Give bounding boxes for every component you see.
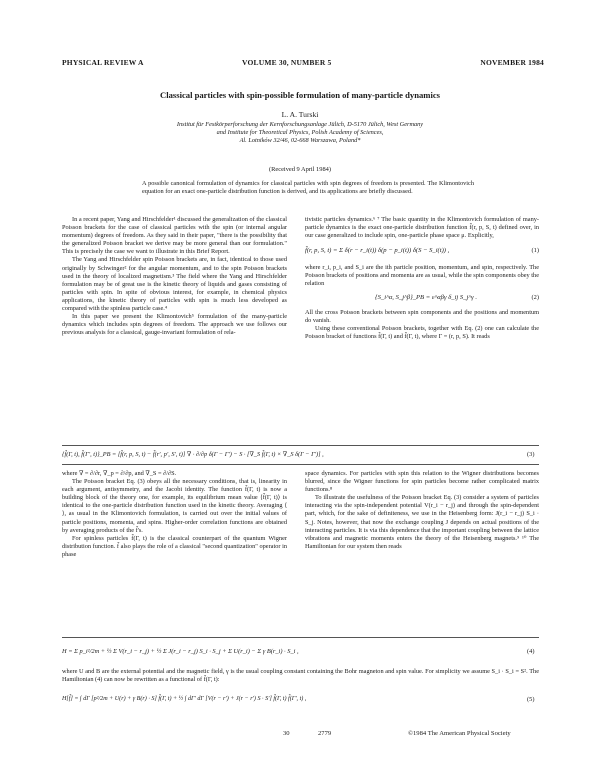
volume-number: VOLUME 30, NUMBER 5: [242, 58, 332, 67]
right-column-top: [305, 216, 539, 341]
abstract: A possible canonical formulation of dynamics for classical particles with spin degrees of freedom is presented. The Klimontovich equation for an exact one-particle distribution function is derived, and its applications are briefly discussed.: [142, 180, 474, 196]
paper-title: Classical particles with spin-possible formulation of many-particle dynamics: [159, 90, 440, 100]
right-column-bottom: [305, 470, 539, 551]
footer-volume: 30: [283, 730, 290, 737]
paragraph: The Yang and Hirschfelder spin Poisson brackets are, in fact, identical to those used originally by Schwinger² for the angular momentum, and to the spin Poisson brackets used in the theory of localized magnetism.³ The field where the Yang and Hirschfelder formulation may be of great use is the kinetic theory of liquids and gases consisting of particles with spin. In spite of obvious interest, for example, in chemical physics applications, the kinetic theory of particles with spin is much less developed as compared with the spinless particle case.⁴: [62, 256, 287, 313]
footer-page-number: 2779: [318, 730, 332, 737]
equation-3-label: (3): [527, 451, 535, 458]
equation-5: H[f̂] = ∫ dΓ [p²/2m + U(r) + γ B(r) · S] f̂(Γ, t) + ½ ∫ dΓ′ dΓ [V(r − r′) + J(r − r′) S · S′] f̂(Γ, t) f̂(Γ′, t) ,: [62, 696, 307, 702]
affiliation-line: and Institute for Theoretical Physics, Polish Academy of Sciences,: [216, 129, 384, 137]
equation-4: H = Σ p_i²/2m + ½ Σ V(r_i − r_j) + ½ Σ J(r_i − r_j) S_i · S_j + Σ U(r_i) − Σ γ B(r_i) · S_i ,: [62, 648, 299, 655]
issue-date: NOVEMBER 1984: [480, 58, 544, 67]
equation-5-label: (5): [527, 696, 535, 703]
equation-rule-top: [62, 445, 539, 446]
equation-rule-bottom: [62, 464, 539, 465]
paragraph: All the cross Poisson brackets between spin components and the positions and momentum do vanish.: [305, 308, 539, 324]
journal-name: PHYSICAL REVIEW A: [62, 58, 144, 67]
left-column-top: [62, 216, 287, 337]
paragraph: In this paper we present the Klimontovich⁵ formulation of the many-particle dynamics which includes spin degrees of freedom. The approach we use follows our previous analysis for a classical, gauge-invariant formulation of rela-: [62, 313, 287, 337]
page-footer: [0, 730, 600, 740]
affiliation-line: Institut für Festkörperforschung der Kernforschungsanlage Jülich, D-5170 Jülich, West Germany: [176, 121, 424, 128]
received-date: (Received 9 April 1984): [269, 166, 331, 173]
equation-2-block: [305, 292, 539, 306]
footer-copyright: ©1984 The American Physical Society: [408, 730, 511, 737]
paragraph: In a recent paper, Yang and Hirschfelder¹ discussed the generalization of the classical Poisson brackets for the case of classical particles with the spin (or internal angular momentum) degrees of freedom. As they said in their paper, "there is the possibility that the generalized Poisson bracket we derive may be more general than our formulation." This is precisely the case we want to illustrate in this Brief Report.: [62, 216, 287, 256]
paragraph: where r_i, p_i, and S_i are the ith particle position, momentum, and spin, respectively. The Poisson brackets of positions and momenta are as usual, while the spin components obey the relation: [305, 264, 539, 288]
running-header: [62, 58, 544, 70]
paragraph: The Poisson bracket Eq. (3) obeys all the necessary conditions, that is, linearity in each argument, antisymmetry, and the Jacobi identity. The function f̂(Γ, t) is now a building block of the theory one, for example, its equilibrium mean value ⟨f̂(Γ, t)⟩ is identical to the one-particle distribution function used in the kinetic theory. Averaging ⟨ ⟩, as usual in the Klimontovich formulation, is carried out over the initial values of particle positions, momenta, and spins. Higher-order correlation functions are obtained by averaging products of the f̂'s.: [62, 478, 287, 534]
equation-2: {S_i^α, S_j^β}_PB = ε^αβγ δ_ij S_j^γ .: [375, 293, 477, 301]
equation-1-label: (1): [531, 247, 539, 255]
equation-rule: [62, 637, 539, 638]
paragraph: where U and B are the external potential and the magnetic field, γ is the usual coupling constant containing the Bohr magneton and spin value. For simplicity we assume S_i · S_i = S². The Hamiltonian (4) can now be rewritten as a functional of f̂(Γ, t):: [62, 668, 539, 684]
equation-2-label: (2): [531, 293, 539, 301]
affiliation-line: Al. Lotników 32/46, 02-668 Warszawa, Poland*: [239, 137, 361, 145]
paragraph: Using these conventional Poisson brackets, together with Eq. (2) one can calculate the Poisson bracket of functions f̂(Γ, t) and f̂(Γ, t), where Γ = (r, p, S). It reads: [305, 324, 539, 340]
left-column-bottom: [62, 470, 287, 559]
equation-3: {f̂(Γ, t), f̂(Γ′, t)}_PB = [f̂(r, p, S, t) − f̂(r′, p′, S′, t)] ∇ · ∂/∂p δ(Γ − Γ′) − S · [∇_S f̂(Γ, t) × ∇_S δ(Γ − Γ′)] ,: [62, 451, 324, 458]
equation-1-block: [305, 244, 539, 260]
paragraph: To illustrate the usefulness of the Poisson bracket Eq. (3) consider a system of particles interacting via the spin-independent potential V(r_i − r_j) and through the spin-dependent part, which, for the sake of definiteness, we use in the Heisenberg form: J(r_i − r_j) S_i · S_j. Notes, however, that now the exchange coupling J depends on actual positions of the interacting particles. It is via this dependence that the important coupling between the lattice vibrations and magnetic moments enters the theory of the Heisenberg magnets.⁹ ¹⁰ The Hamiltonian for our system then reads: [305, 494, 539, 550]
paragraph: For spinless particles f̂(Γ, t) is the classical counterpart of the quantum Wigner distribution function. f̂ also plays the role of a classical "second quantization" operator in phase: [62, 534, 287, 558]
paragraph: space dynamics. For particles with spin this relation to the Wigner distributions becomes blurred, since the Wigner functions for spin particles become rather complicated matrix functions.⁸: [305, 470, 539, 494]
paragraph: tivistic particles dynamics.⁶ ⁷ The basic quantity in the Klimontovich formulation of many-particle dynamics is the exact one-particle distribution function f̂(r, p, S, t) defined over, in our case generalized to include spin, one-particle phase space μ. Explicitly,: [305, 216, 539, 240]
equation-4-label: (4): [527, 648, 535, 655]
author: L. A. Turski: [281, 110, 319, 119]
affiliation: [150, 121, 450, 146]
equation-1: f̂(r, p, S, t) = Σ δ(r − r_i(t)) δ(p − p_i(t)) δ(S − S_i(t)) ,: [305, 247, 450, 255]
paragraph: where ∇ = ∂/∂r, ∇_p = ∂/∂p, and ∇_S = ∂/∂S.: [62, 470, 177, 477]
